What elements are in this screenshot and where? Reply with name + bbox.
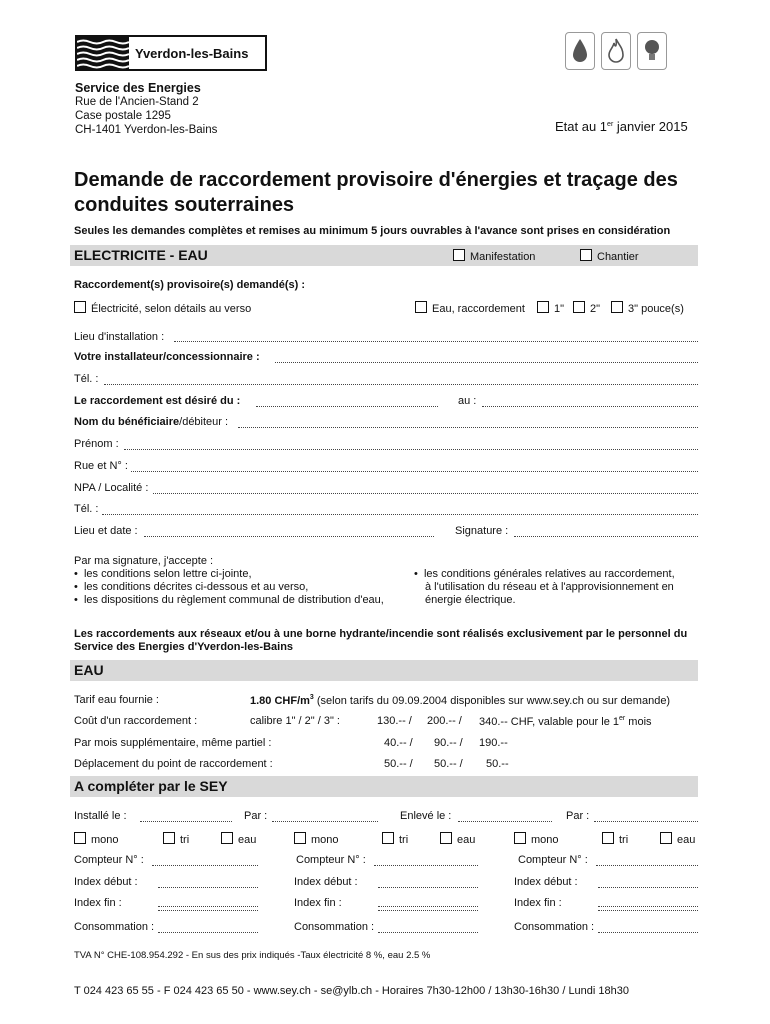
consommation-field[interactable]	[158, 931, 258, 933]
manifestation-checkbox[interactable]	[453, 249, 465, 261]
page-subtitle: Seules les demandes complètes et remises au minimum 5 jours ouvrables à l'avance sont prises en considération	[74, 225, 671, 237]
index-fin-field[interactable]	[158, 905, 258, 907]
tarif-value: 1.80 CHF/$m^3$ (selon tarifs du 09.09.2004 disponibles sur www.sey.ch ou sur demande)	[250, 694, 671, 707]
prenom-field[interactable]	[124, 448, 698, 450]
eau-checkbox[interactable]	[440, 832, 452, 844]
calibre-label: calibre 1" / 2" / 3" :	[250, 715, 340, 727]
mono-checkbox[interactable]	[514, 832, 526, 844]
tri-option[interactable]: tri	[602, 832, 628, 846]
index-fin-field[interactable]	[598, 905, 698, 907]
eau-option[interactable]: eau	[221, 832, 256, 846]
section-title: A compléter par le SEY	[74, 778, 228, 794]
electricite-checkbox[interactable]	[74, 301, 86, 313]
consommation-label: Consommation :	[74, 921, 155, 933]
depl-1: 50.-- /	[384, 758, 413, 770]
mono-checkbox[interactable]	[74, 832, 86, 844]
compteur-label: Compteur N° :	[518, 854, 588, 866]
tel1-label: Tél. :	[74, 373, 99, 385]
index-fin-underline	[378, 909, 478, 911]
logo-waves-icon	[77, 37, 129, 69]
index-fin-underline	[158, 909, 258, 911]
mono-option[interactable]: mono	[514, 832, 559, 846]
par2-label: Par :	[566, 810, 590, 822]
section-header-elec	[70, 245, 698, 266]
acceptance-item: • les dispositions du règlement communal de distribution d'eau,	[74, 594, 384, 606]
signature-field[interactable]	[514, 535, 698, 537]
electricite-option[interactable]: Électricité, selon détails au verso	[74, 301, 251, 315]
eau-checkbox[interactable]	[660, 832, 672, 844]
acceptance-intro: Par ma signature, j'accepte :	[74, 555, 214, 567]
npa-label: NPA / Localité :	[74, 482, 149, 494]
chantier-option[interactable]: Chantier	[580, 249, 639, 263]
lieu-date-label: Lieu et date :	[74, 525, 138, 537]
npa-field[interactable]	[153, 492, 698, 494]
tel2-field[interactable]	[102, 513, 698, 515]
option-1-inch[interactable]: 1"	[537, 301, 564, 315]
consommation-label: Consommation :	[294, 921, 375, 933]
index-debut-label: Index début :	[514, 876, 578, 888]
index-fin-label: Index fin :	[294, 897, 342, 909]
lieu-installation-label: Lieu d'installation :	[74, 331, 165, 343]
lightbulb-icon	[637, 32, 667, 70]
tri-option[interactable]: tri	[163, 832, 189, 846]
tel1-field[interactable]	[104, 383, 698, 385]
installe-label: Installé le :	[74, 810, 127, 822]
tri-checkbox[interactable]	[163, 832, 175, 844]
acceptance-list	[74, 555, 384, 607]
option-3-inch[interactable]: 3" pouce(s)	[611, 301, 684, 315]
installe-field[interactable]	[140, 820, 232, 822]
cout-1: 130.-- /	[377, 715, 412, 727]
logo	[75, 35, 267, 71]
index-debut-field[interactable]	[378, 886, 478, 888]
eau-option[interactable]: eau	[660, 832, 695, 846]
checkbox-2-inch[interactable]	[573, 301, 585, 313]
installateur-label: Votre installateur/concessionnaire :	[74, 351, 260, 363]
raccordements-label: Raccordement(s) provisoire(s) demandé(s) :	[74, 279, 306, 291]
chantier-checkbox[interactable]	[580, 249, 592, 261]
index-debut-label: Index début :	[294, 876, 358, 888]
mois-2: 90.-- /	[434, 737, 463, 749]
eau-checkbox[interactable]	[221, 832, 233, 844]
index-fin-label: Index fin :	[514, 897, 562, 909]
beneficiaire-label: Nom du bénéficiaire/débiteur :	[74, 416, 229, 428]
cout-3: 340.-- CHF, valable pour le 1er mois	[479, 715, 652, 728]
section-header-sey	[70, 776, 698, 797]
compteur-field[interactable]	[374, 864, 478, 866]
acceptance-item-cont: à l'utilisation du réseau et à l'approvisionnement en	[425, 581, 674, 593]
mois-1: 40.-- /	[384, 737, 413, 749]
beneficiaire-field[interactable]	[238, 426, 698, 428]
acceptance-item-cont: énergie électrique.	[425, 594, 516, 606]
mois-3: 190.--	[479, 737, 508, 749]
par2-field[interactable]	[594, 820, 698, 822]
page-title: Demande de raccordement provisoire d'énergies et traçage des conduites souterraines	[74, 169, 678, 216]
compteur-field[interactable]	[152, 864, 258, 866]
index-debut-label: Index début :	[74, 876, 138, 888]
index-debut-field[interactable]	[158, 886, 258, 888]
date-from-field[interactable]	[256, 405, 438, 407]
acceptance-item: • les conditions décrites ci-dessous et au verso,	[74, 581, 309, 593]
address-line: Case postale 1295	[75, 110, 171, 122]
eau-checkbox[interactable]	[415, 301, 427, 313]
checkbox-1-inch[interactable]	[537, 301, 549, 313]
date-to-field[interactable]	[482, 405, 698, 407]
consommation-label: Consommation :	[514, 921, 595, 933]
notice-text: Les raccordements aux réseaux et/ou à une borne hydrante/incendie sont réalisés exclusivement par le personnel du Service des Energies d'Yverdon-les-Bains	[74, 628, 688, 653]
mono-option[interactable]: mono	[294, 832, 339, 846]
section-title: EAU	[74, 662, 104, 678]
enleve-label: Enlevé le :	[400, 810, 452, 822]
rue-field[interactable]	[131, 470, 698, 472]
au-label: au :	[458, 395, 477, 407]
signature-label: Signature :	[455, 525, 509, 537]
prenom-label: Prénom :	[74, 438, 119, 450]
acceptance-item: • les conditions selon lettre ci-jointe,	[74, 568, 252, 580]
eau-raccordement-option[interactable]: Eau, raccordement	[415, 301, 525, 315]
section-header-eau	[70, 660, 698, 681]
address-line: CH-1401 Yverdon-les-Bains	[75, 124, 218, 136]
flame-icon	[601, 32, 631, 70]
index-fin-field[interactable]	[378, 905, 478, 907]
par1-label: Par :	[244, 810, 268, 822]
consommation-field[interactable]	[598, 931, 698, 933]
cout-2: 200.-- /	[427, 715, 462, 727]
address-block	[75, 81, 217, 137]
tva-note: TVA N° CHE-108.954.292 - En sus des prix indiqués -Taux électricité 8 %, eau 2.5 %	[74, 950, 431, 961]
index-fin-label: Index fin :	[74, 897, 122, 909]
cout-label: Coût d'un raccordement :	[74, 715, 198, 727]
address-line: Rue de l'Ancien-Stand 2	[75, 96, 199, 108]
acceptance-item: • les conditions générales relatives au raccordement,	[414, 568, 675, 580]
tarif-label: Tarif eau fournie :	[74, 694, 159, 706]
mono-checkbox[interactable]	[294, 832, 306, 844]
depl-3: 50.--	[486, 758, 509, 770]
mois-label: Par mois supplémentaire, même partiel :	[74, 737, 272, 749]
rue-label: Rue et N° :	[74, 460, 128, 472]
par1-field[interactable]	[272, 820, 378, 822]
enleve-field[interactable]	[458, 820, 552, 822]
compteur-label: Compteur N° :	[74, 854, 144, 866]
manifestation-option[interactable]: Manifestation	[453, 249, 535, 263]
tri-checkbox[interactable]	[382, 832, 394, 844]
installateur-field[interactable]	[275, 361, 698, 363]
compteur-field[interactable]	[596, 864, 698, 866]
desire-label: Le raccordement est désiré du :	[74, 395, 241, 407]
footer-contact: T 024 423 65 55 - F 024 423 65 50 - www.sey.ch - se@ylb.ch - Horaires 7h30-12h00 / 13h30-16h30 / Lundi 18h30	[74, 985, 630, 997]
eau-option[interactable]: eau	[440, 832, 475, 846]
acceptance-list-right	[414, 568, 675, 607]
consommation-field[interactable]	[378, 931, 478, 933]
service-name: Service des Energies	[75, 81, 201, 95]
section-title: ELECTRICITE - EAU	[74, 247, 208, 263]
tel2-label: Tél. :	[74, 503, 99, 515]
lieu-installation-field[interactable]	[174, 340, 698, 342]
water-drop-icon	[565, 32, 595, 70]
tri-checkbox[interactable]	[602, 832, 614, 844]
logo-name: Yverdon-les-Bains	[135, 45, 249, 61]
index-fin-underline	[598, 909, 698, 911]
checkbox-3-inch[interactable]	[611, 301, 623, 313]
lieu-date-field[interactable]	[144, 535, 434, 537]
tri-option[interactable]: tri	[382, 832, 408, 846]
depl-2: 50.-- /	[434, 758, 463, 770]
index-debut-field[interactable]	[598, 886, 698, 888]
option-2-inch[interactable]: 2"	[573, 301, 600, 315]
etat-date: Etat au 1er janvier 2015	[555, 119, 688, 134]
compteur-label: Compteur N° :	[296, 854, 366, 866]
mono-option[interactable]: mono	[74, 832, 119, 846]
energy-icons	[565, 32, 667, 70]
deplacement-label: Déplacement du point de raccordement :	[74, 758, 273, 770]
